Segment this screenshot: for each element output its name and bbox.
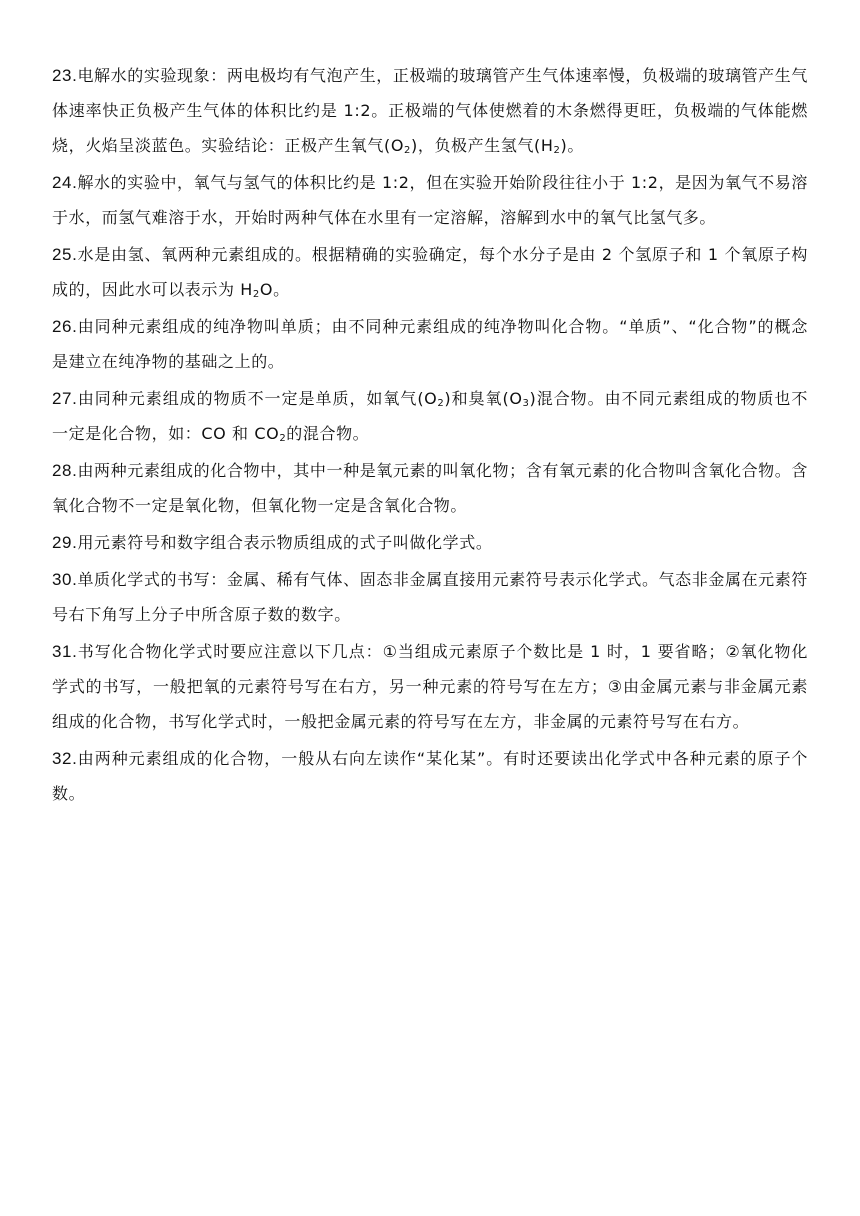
paragraph-text: 电解水的实验现象：两电极均有气泡产生，正极端的玻璃管产生气体速率慢，负极端的玻璃管产生气体速率快正负极产生气体的体积比约是 1:2。正极端的气体使燃着的木条燃得更旺，负极端的气体能燃烧，火焰呈淡蓝色。实验结论：正极产生氧气(O: [52, 66, 808, 155]
paragraph-item: [52, 381, 808, 451]
subscript: 2: [279, 433, 287, 444]
paragraph-item: [52, 525, 808, 560]
paragraph-item: [52, 562, 808, 632]
item-number: 25.: [52, 245, 78, 264]
subscript: 2: [252, 289, 260, 300]
item-number: 23.: [52, 66, 78, 85]
paragraph-text: 的混合物。: [286, 424, 370, 443]
subscript: 2: [404, 145, 412, 156]
paragraph-text: )，负极产生氢气(H: [411, 136, 554, 155]
paragraph-text: )和臭氧(O: [444, 389, 523, 408]
paragraph-text: 由同种元素组成的纯净物叫单质；由不同种元素组成的纯净物叫化合物。“单质”、“化合物”的概念是建立在纯净物的基础之上的。: [52, 317, 808, 371]
item-number: 29.: [52, 533, 78, 552]
subscript: 3: [522, 398, 530, 409]
item-number: 24.: [52, 173, 78, 192]
paragraph-item: [52, 741, 808, 811]
paragraph-item: [52, 634, 808, 739]
paragraph-item: [52, 237, 808, 307]
subscript: 2: [437, 398, 445, 409]
paragraph-text: 由两种元素组成的化合物，一般从右向左读作“某化某”。有时还要读出化学式中各种元素的原子个数。: [52, 749, 808, 803]
document-body: [52, 58, 808, 813]
paragraph-text: 解水的实验中，氧气与氢气的体积比约是 1:2，但在实验开始阶段往往小于 1:2，是因为氧气不易溶于水，而氢气难溶于水，开始时两种气体在水里有一定溶解，溶解到水中的氧气比氢气多。: [52, 173, 808, 227]
item-number: 28.: [52, 461, 78, 480]
paragraph-text: O。: [259, 280, 290, 299]
paragraph-item: [52, 309, 808, 379]
paragraph-text: 由同种元素组成的物质不一定是单质，如氧气(O: [77, 389, 438, 408]
item-number: 26.: [52, 317, 78, 336]
subscript: 2: [553, 145, 561, 156]
paragraph-item: [52, 453, 808, 523]
paragraph-text: 用元素符号和数字组合表示物质组成的式子叫做化学式。: [77, 533, 493, 552]
item-number: 32.: [52, 749, 78, 768]
paragraph-item: [52, 165, 808, 235]
item-number: 27.: [52, 389, 78, 408]
paragraph-text: 水是由氢、氧两种元素组成的。根据精确的实验确定，每个水分子是由 2 个氢原子和 1 个氧原子构成的，因此水可以表示为 H: [52, 245, 808, 299]
paragraph-text: )混合物。由不同元素组成的物质也不一定是化合物，如：CO 和 CO: [52, 389, 808, 443]
item-number: 31.: [52, 642, 78, 661]
paragraph-item: [52, 58, 808, 163]
paragraph-text: 由两种元素组成的化合物中，其中一种是氧元素的叫氧化物；含有氧元素的化合物叫含氧化合物。含氧化合物不一定是氧化物，但氧化物一定是含氧化合物。: [52, 461, 808, 515]
paragraph-text: 单质化学式的书写：金属、稀有气体、固态非金属直接用元素符号表示化学式。气态非金属在元素符号右下角写上分子中所含原子数的数字。: [52, 570, 808, 624]
paragraph-text: )。: [560, 136, 584, 155]
item-number: 30.: [52, 570, 78, 589]
paragraph-text: 书写化合物化学式时要应注意以下几点：①当组成元素原子个数比是 1 时，1 要省略；②氧化物化学式的书写，一般把氧的元素符号写在右方，另一种元素的符号写在左方；③由金属元素与非金属元素组成的化合物，书写化学式时，一般把金属元素的符号写在左方，非金属的元素符号写在右方。: [52, 642, 808, 731]
